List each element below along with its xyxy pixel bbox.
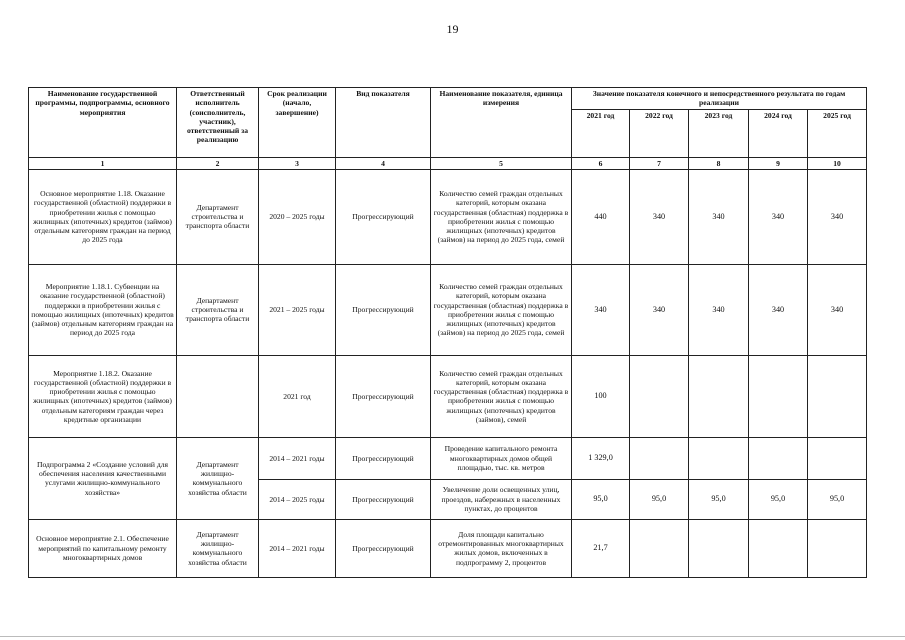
value-cell	[749, 519, 808, 577]
header-indicator-type: Вид показателя	[336, 88, 431, 158]
column-number: 10	[808, 157, 867, 169]
value-cell: 340	[630, 264, 689, 355]
value-cell: 1 329,0	[572, 437, 630, 479]
header-year: 2025 год	[808, 109, 867, 157]
table-row	[29, 169, 867, 264]
executor-cell: Департамент строительства и транспорта области	[177, 169, 259, 264]
indicator-name-cell: Увеличение доли освещенных улиц, проездов, набережных в населенных пунктах, до процентов	[431, 479, 572, 519]
value-cell	[689, 519, 749, 577]
column-number: 1	[29, 157, 177, 169]
value-cell	[808, 355, 867, 437]
column-number: 2	[177, 157, 259, 169]
value-cell: 95,0	[630, 479, 689, 519]
value-cell: 95,0	[749, 479, 808, 519]
value-cell: 95,0	[689, 479, 749, 519]
period-cell: 2021 год	[259, 355, 336, 437]
indicator-type-cell: Прогрессирующий	[336, 479, 431, 519]
page-bottom-divider	[0, 636, 905, 637]
header-year: 2024 год	[749, 109, 808, 157]
indicator-name-cell: Количество семей граждан отдельных категорий, которым оказана государственная (областная) поддержка в приобретении жилья с помощью жилищных (ипотечных) кредитов (займов) на период до 2025 года, семей	[431, 264, 572, 355]
header-year: 2021 год	[572, 109, 630, 157]
indicator-name-cell: Доля площади капитально отремонтированных многоквартирных жилых домов, включенных в подпрограмму 2, процентов	[431, 519, 572, 577]
executor-cell: Департамент жилищно-коммунального хозяйства области	[177, 519, 259, 577]
indicator-type-cell: Прогрессирующий	[336, 437, 431, 479]
value-cell	[630, 519, 689, 577]
header-year: 2023 год	[689, 109, 749, 157]
program-name-cell: Мероприятие 1.18.1. Субвенции на оказание государственной (областной) поддержки в приобретении жилья с помощью жилищных (ипотечных) кредитов (займов) отдельным категориям граждан на период до 2025 года	[29, 264, 177, 355]
value-cell: 340	[630, 169, 689, 264]
executor-cell	[177, 355, 259, 437]
value-cell: 340	[808, 169, 867, 264]
value-cell	[630, 437, 689, 479]
executor-cell: Департамент жилищно-коммунального хозяйства области	[177, 437, 259, 519]
page-number: 19	[446, 22, 459, 36]
executor-cell: Департамент строительства и транспорта области	[177, 264, 259, 355]
value-cell: 21,7	[572, 519, 630, 577]
indicator-type-cell: Прогрессирующий	[336, 264, 431, 355]
value-cell	[689, 355, 749, 437]
header-period: Срок реализации (начало, завершение)	[259, 88, 336, 158]
value-cell: 340	[689, 169, 749, 264]
value-cell	[749, 437, 808, 479]
column-number: 6	[572, 157, 630, 169]
column-number: 3	[259, 157, 336, 169]
header-row-top	[29, 88, 867, 110]
indicator-type-cell: Прогрессирующий	[336, 355, 431, 437]
header-year: 2022 год	[630, 109, 689, 157]
period-cell: 2020 – 2025 годы	[259, 169, 336, 264]
value-cell	[808, 437, 867, 479]
period-cell: 2014 – 2021 годы	[259, 437, 336, 479]
value-cell: 340	[689, 264, 749, 355]
value-cell	[689, 437, 749, 479]
indicator-type-cell: Прогрессирующий	[336, 169, 431, 264]
value-cell	[749, 355, 808, 437]
indicator-name-cell: Количество семей граждан отдельных категорий, которым оказана государственная (областная) поддержка в приобретении жилья с помощью жилищных (ипотечных) кредитов (займов) на период до 2025 года, семей	[431, 169, 572, 264]
value-cell: 340	[572, 264, 630, 355]
column-number: 8	[689, 157, 749, 169]
header-executor: Ответственный исполнитель (соисполнитель, участник), ответственный за реализацию	[177, 88, 259, 158]
header-values-group: Значение показателя конечного и непосредственного результата по годам реализации	[572, 88, 867, 110]
indicator-type-cell: Прогрессирующий	[336, 519, 431, 577]
column-number: 9	[749, 157, 808, 169]
table-row	[29, 355, 867, 437]
value-cell: 340	[808, 264, 867, 355]
header-program: Наименование государственной программы, подпрограммы, основного мероприятия	[29, 88, 177, 158]
value-cell: 340	[749, 264, 808, 355]
program-name-cell: Основное мероприятие 2.1. Обеспечение мероприятий по капитальному ремонту многоквартирных домов	[29, 519, 177, 577]
value-cell	[630, 355, 689, 437]
program-name-cell: Мероприятие 1.18.2. Оказание государственной (областной) поддержки в приобретении жилья с помощью жилищных (ипотечных) кредитов (займов) отдельным категориям граждан через кредитные организации	[29, 355, 177, 437]
table-row	[29, 437, 867, 479]
indicators-table	[28, 87, 867, 578]
value-cell: 440	[572, 169, 630, 264]
value-cell: 340	[749, 169, 808, 264]
program-name-cell: Подпрограмма 2 «Создание условий для обеспечения населения качественными услугами жилищно-коммунального хозяйства»	[29, 437, 177, 519]
program-name-cell: Основное мероприятие 1.18. Оказание государственной (областной) поддержки в приобретении жилья с помощью жилищных (ипотечных) кредитов (займов) отдельным категориям граждан на период до 2025 года	[29, 169, 177, 264]
column-number: 4	[336, 157, 431, 169]
column-number-row	[29, 157, 867, 169]
table-row	[29, 519, 867, 577]
value-cell: 95,0	[808, 479, 867, 519]
indicator-name-cell: Количество семей граждан отдельных категорий, которым оказана государственная (областная) поддержка в приобретении жилья с помощью жилищных (ипотечных) кредитов (займов), семей	[431, 355, 572, 437]
column-number: 7	[630, 157, 689, 169]
indicator-name-cell: Проведение капитального ремонта многоквартирных домов общей площадью, тыс. кв. метров	[431, 437, 572, 479]
value-cell: 100	[572, 355, 630, 437]
period-cell: 2014 – 2021 годы	[259, 519, 336, 577]
period-cell: 2014 – 2025 годы	[259, 479, 336, 519]
header-indicator-name: Наименование показателя, единица измерения	[431, 88, 572, 158]
value-cell	[808, 519, 867, 577]
column-number: 5	[431, 157, 572, 169]
period-cell: 2021 – 2025 годы	[259, 264, 336, 355]
table-row	[29, 264, 867, 355]
value-cell: 95,0	[572, 479, 630, 519]
